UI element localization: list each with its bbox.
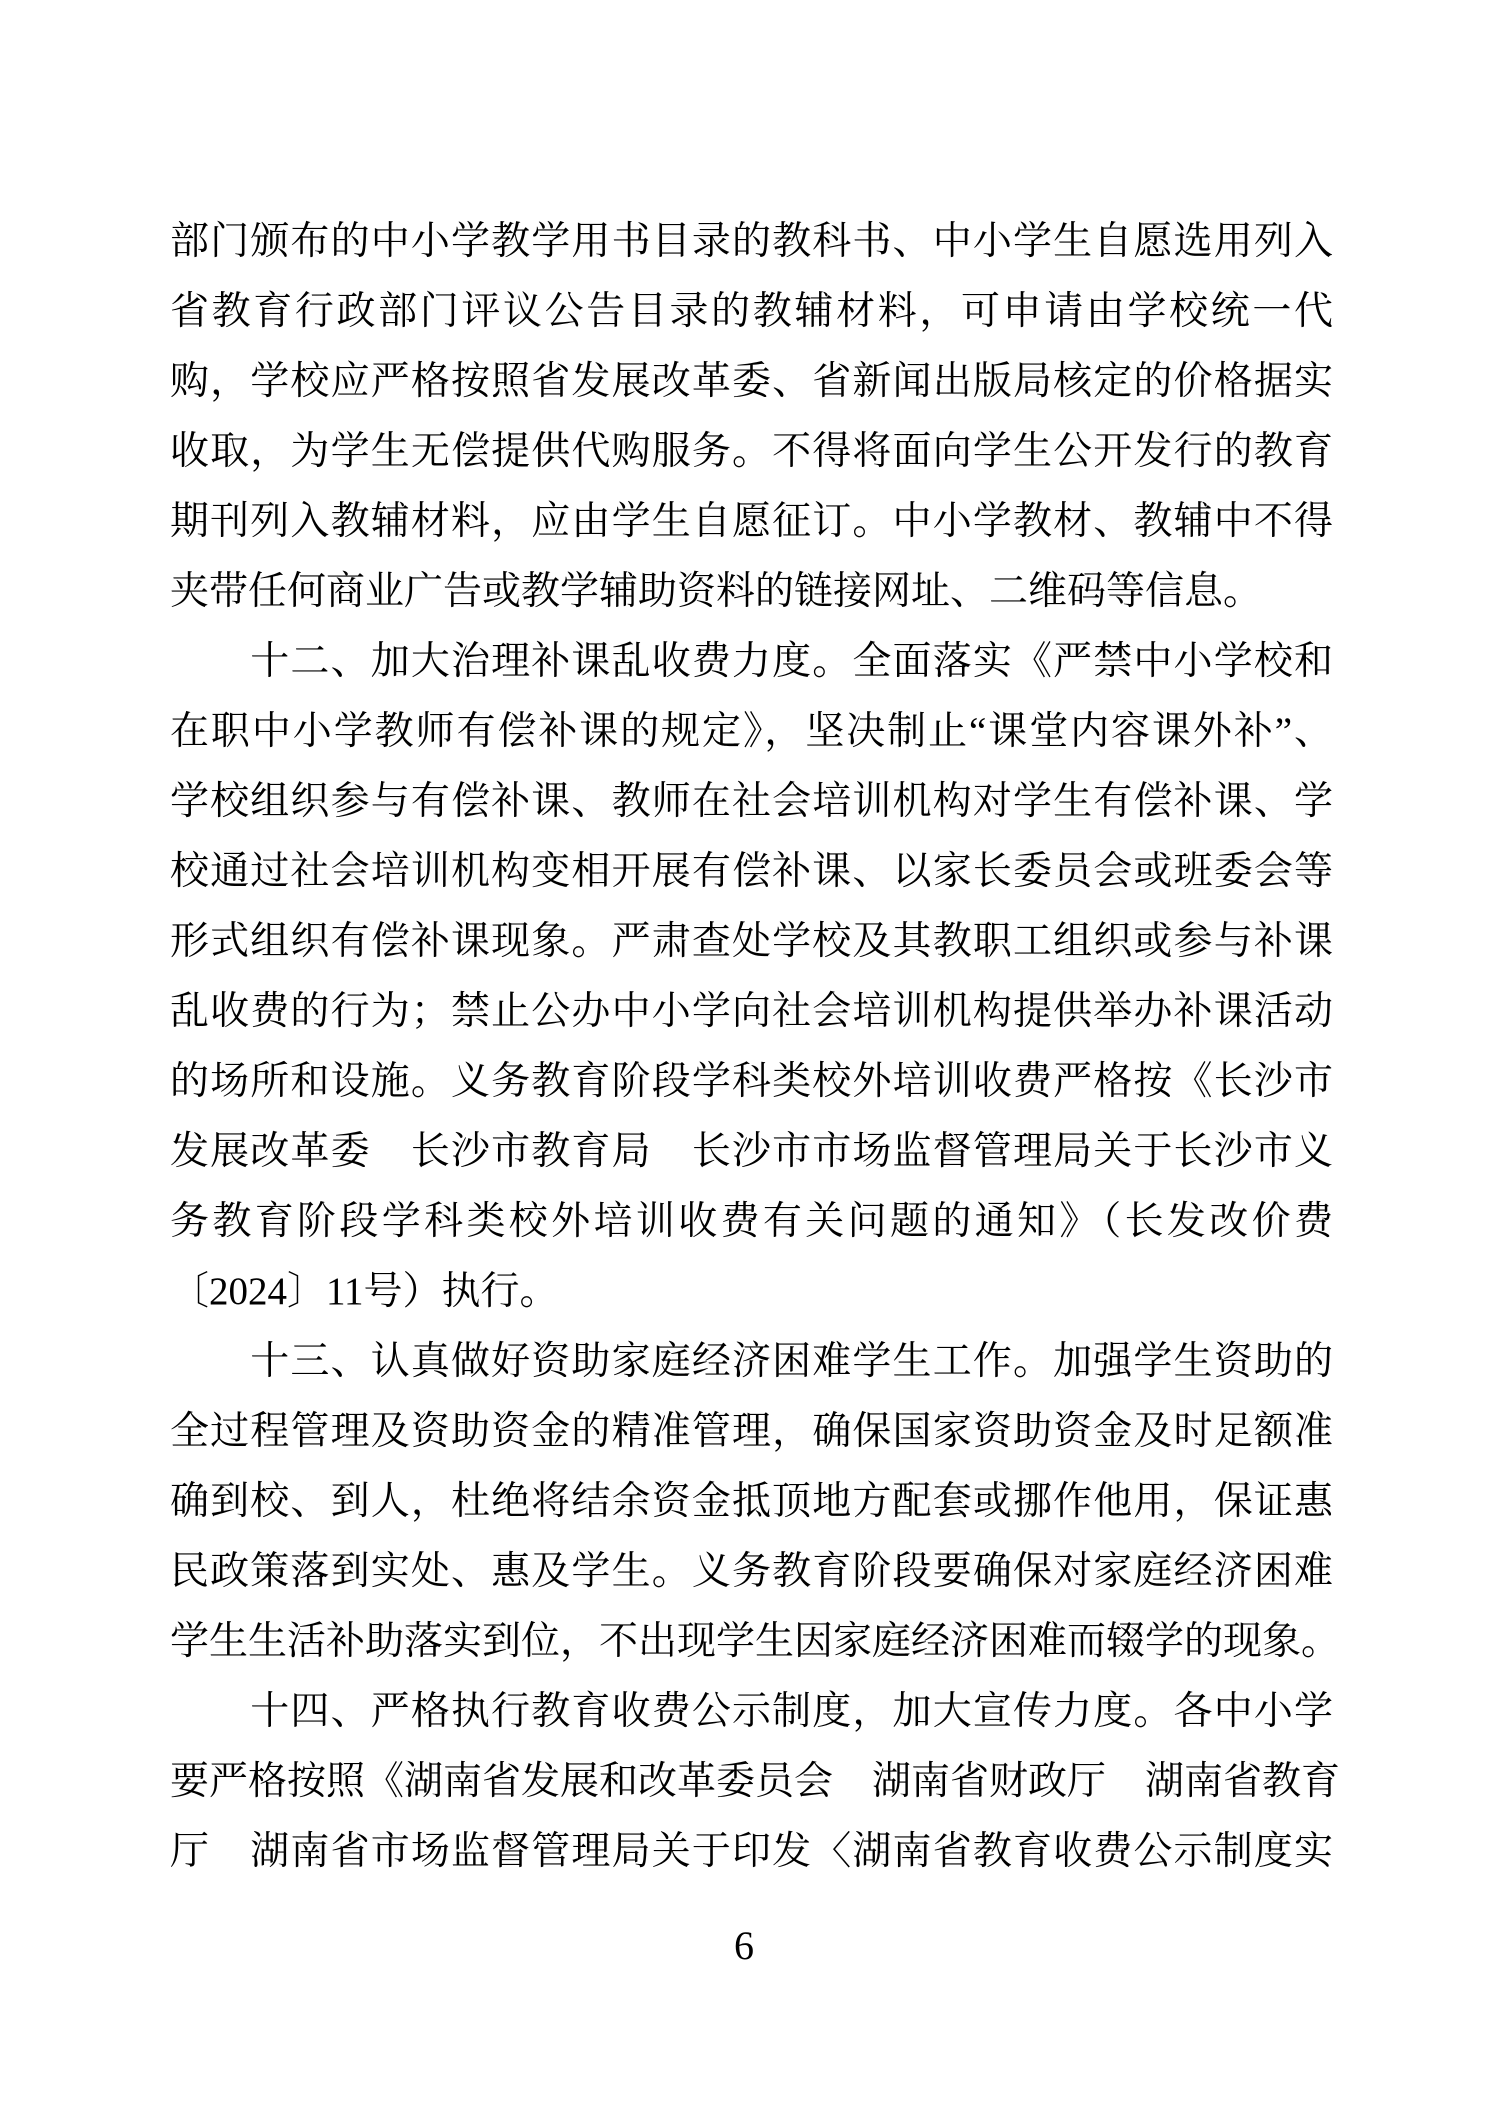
text-line: 〔2024〕11号）执行。 xyxy=(170,1270,559,1313)
text-line: 厅 湖南省市场监督管理局关于印发〈湖南省教育收费公示制度实 xyxy=(170,1830,1333,1873)
text-line: 确到校、到人，杜绝将结余资金抵顶地方配套或挪作他用，保证惠 xyxy=(170,1480,1333,1523)
text-line: 务教育阶段学科类校外培训收费有关问题的通知》（长发改价费 xyxy=(170,1200,1333,1243)
text-line: 民政策落到实处、惠及学生。义务教育阶段要确保对家庭经济困难 xyxy=(170,1550,1333,1593)
text-line: 十二、加大治理补课乱收费力度。全面落实《严禁中小学校和 xyxy=(170,640,1333,683)
text-line: 发展改革委 长沙市教育局 长沙市市场监督管理局关于长沙市义 xyxy=(170,1130,1333,1173)
text-line: 十四、严格执行教育收费公示制度，加大宣传力度。各中小学 xyxy=(170,1690,1333,1733)
text-line: 要严格按照《湖南省发展和改革委员会 湖南省财政厅 湖南省教育 xyxy=(170,1760,1341,1803)
document-body xyxy=(170,207,1341,1887)
text-line: 的场所和设施。义务教育阶段学科类校外培训收费严格按《长沙市 xyxy=(170,1060,1333,1103)
text-line: 十三、认真做好资助家庭经济困难学生工作。加强学生资助的 xyxy=(170,1340,1333,1383)
text-line: 在职中小学教师有偿补课的规定》，坚决制止“课堂内容课外补”、 xyxy=(170,710,1333,753)
text-line: 全过程管理及资助资金的精准管理，确保国家资助资金及时足额准 xyxy=(170,1410,1333,1453)
text-line: 学生生活补助落实到位，不出现学生因家庭经济困难而辍学的现象。 xyxy=(170,1620,1341,1663)
text-line: 形式组织有偿补课现象。严肃查处学校及其教职工组织或参与补课 xyxy=(170,920,1333,963)
text-line: 购，学校应严格按照省发展改革委、省新闻出版局核定的价格据实 xyxy=(170,360,1333,403)
text-line: 部门颁布的中小学教学用书目录的教科书、中小学生自愿选用列入 xyxy=(170,220,1333,263)
text-line: 期刊列入教辅材料，应由学生自愿征订。中小学教材、教辅中不得 xyxy=(170,500,1333,543)
text-line: 乱收费的行为；禁止公办中小学向社会培训机构提供举办补课活动 xyxy=(170,990,1333,1033)
text-line: 学校组织参与有偿补课、教师在社会培训机构对学生有偿补课、学 xyxy=(170,780,1333,823)
text-line: 夹带任何商业广告或教学辅助资料的链接网址、二维码等信息。 xyxy=(170,570,1263,613)
text-line: 收取，为学生无偿提供代购服务。不得将面向学生公开发行的教育 xyxy=(170,430,1333,473)
text-line: 校通过社会培训机构变相开展有偿补课、以家长委员会或班委会等 xyxy=(170,850,1333,893)
page-number: 6 xyxy=(734,1923,754,1968)
text-line: 省教育行政部门评议公告目录的教辅材料，可申请由学校统一代 xyxy=(170,290,1333,333)
